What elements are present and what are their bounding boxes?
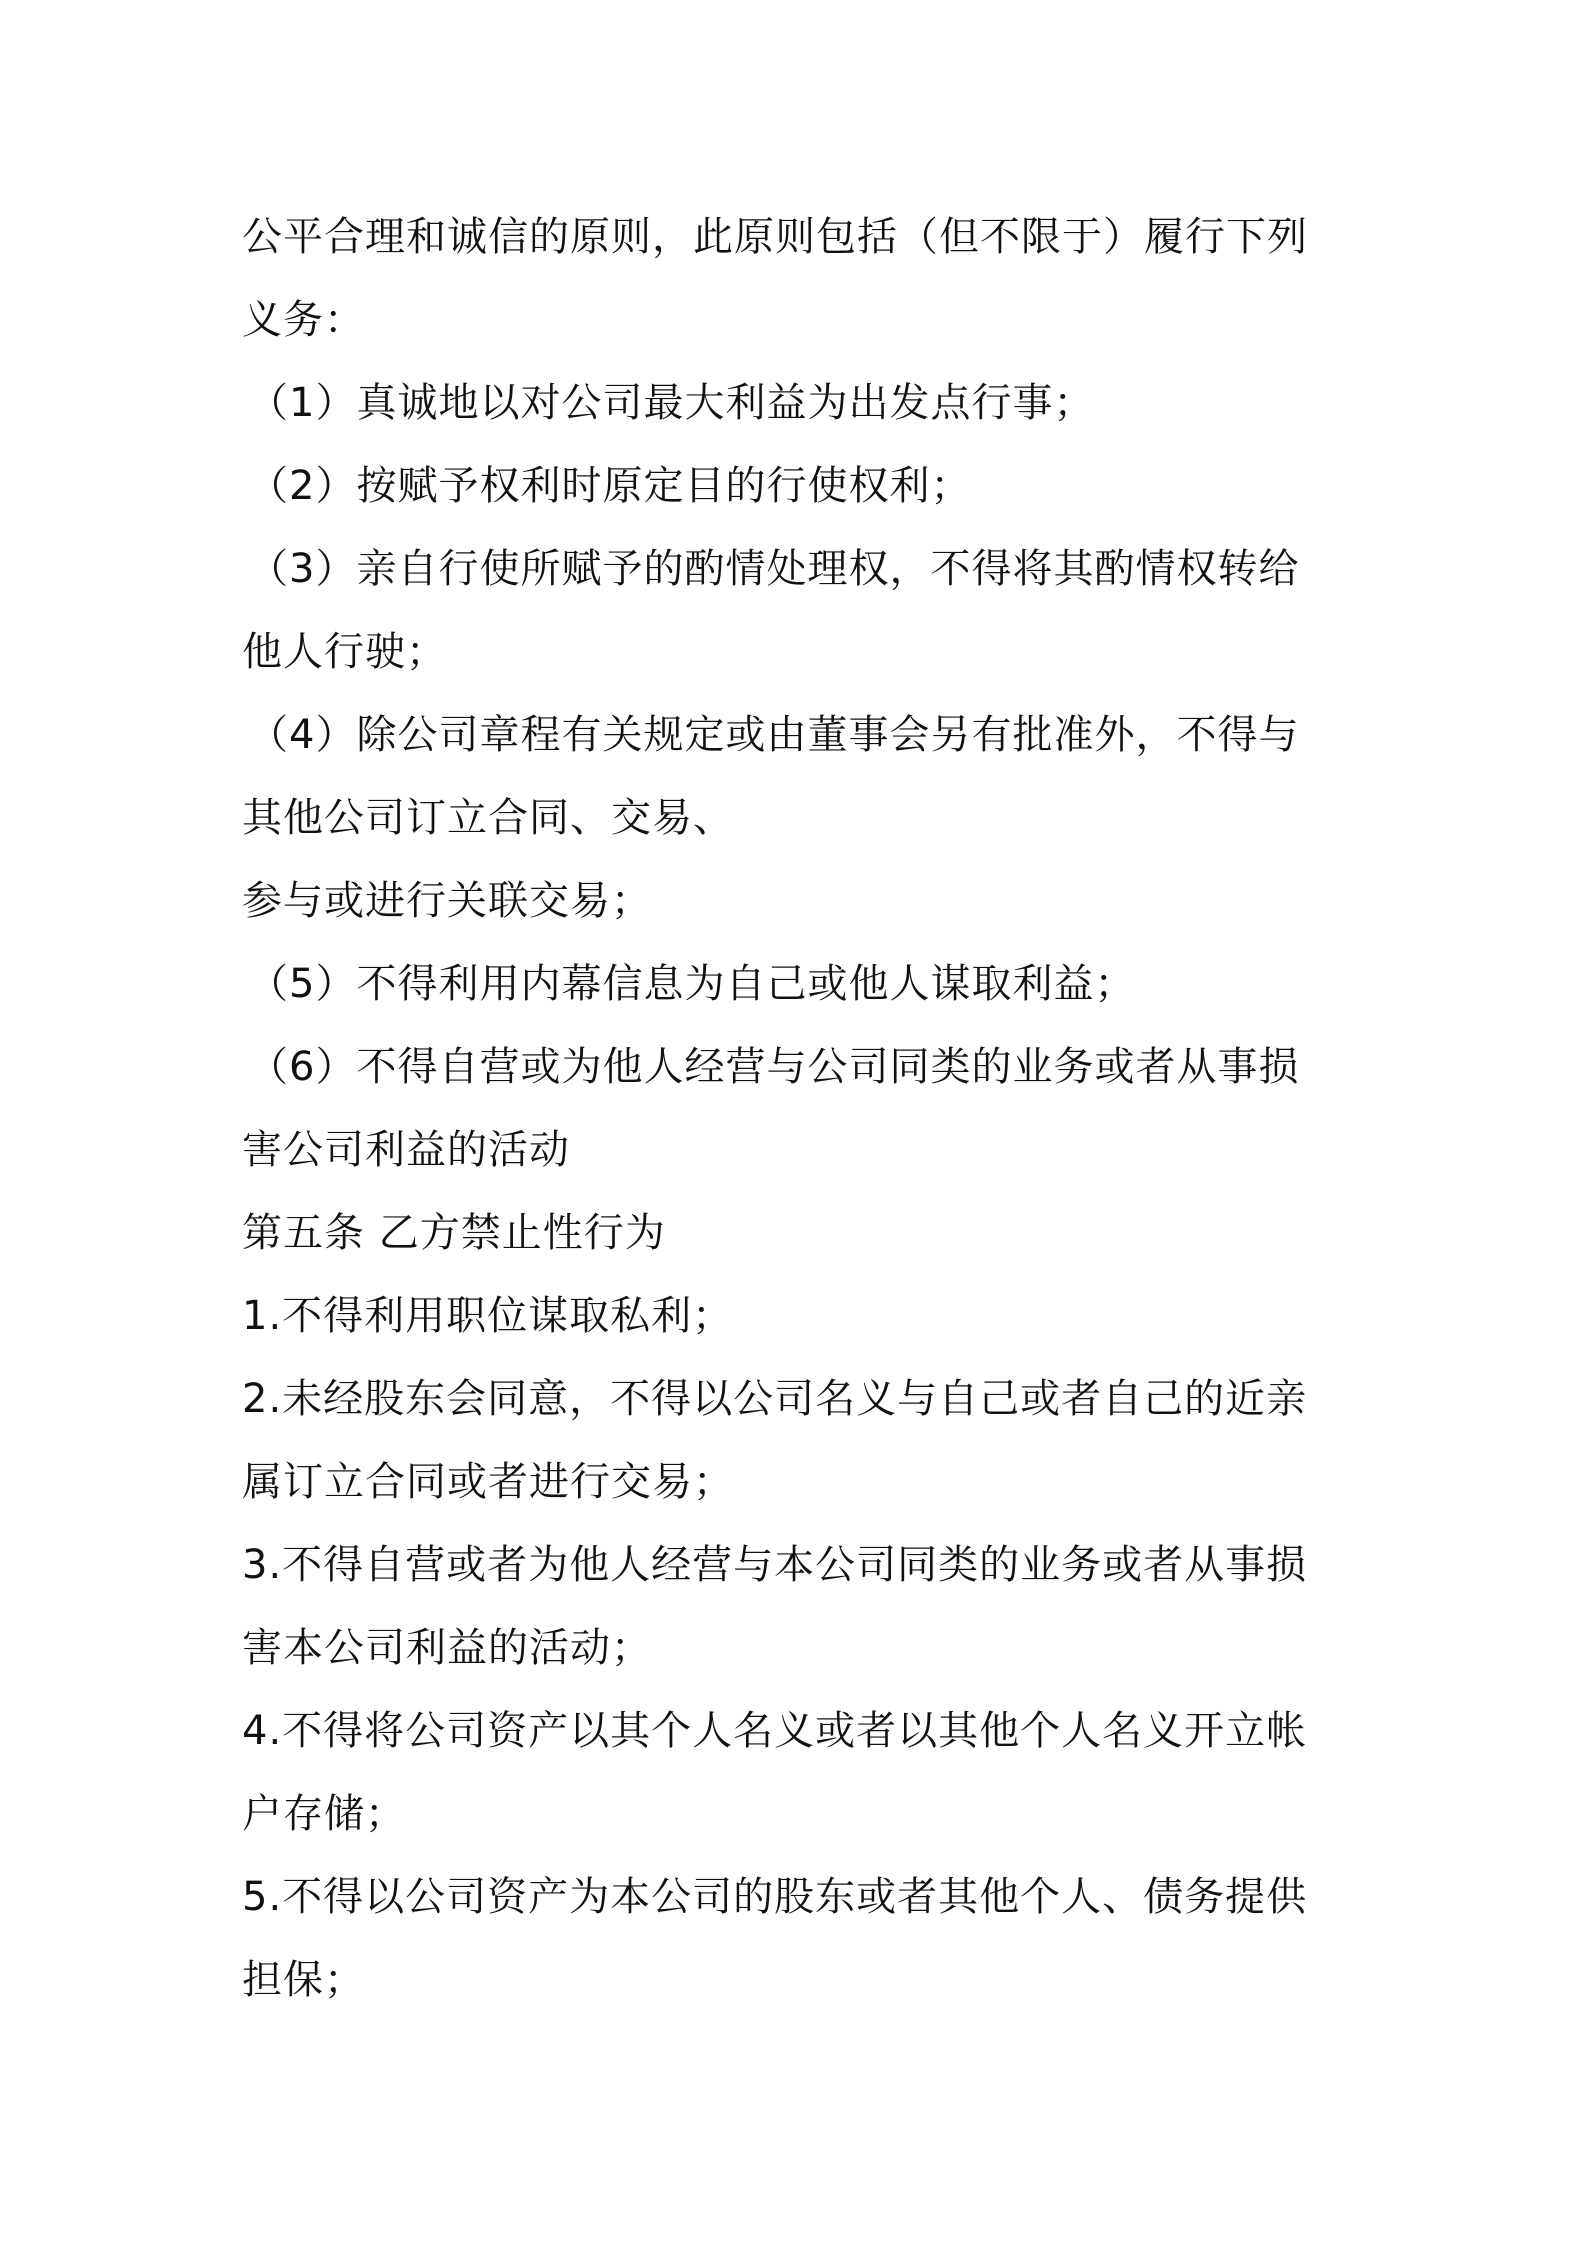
obligation-item-1: （1）真诚地以对公司最大利益为出发点行事；: [248, 380, 1095, 426]
prohibition-item-2-continued: 属订立合同或者进行交易；: [242, 1459, 734, 1505]
prohibition-item-5: 5.不得以公司资产为本公司的股东或者其他个人、债务提供: [242, 1874, 1308, 1920]
obligation-item-6: （6）不得自营或为他人经营与公司同类的业务或者从事损: [248, 1044, 1300, 1090]
prohibition-item-4: 4.不得将公司资产以其个人名义或者以其他个人名义开立帐: [242, 1708, 1308, 1754]
prohibition-item-3: 3.不得自营或者为他人经营与本公司同类的业务或者从事损: [242, 1542, 1308, 1588]
prohibition-item-4-continued: 户存储；: [242, 1791, 406, 1837]
prohibition-item-1: 1.不得利用职位谋取私利；: [242, 1293, 734, 1339]
obligation-item-6-continued: 害公司利益的活动: [242, 1127, 570, 1173]
obligation-item-3: （3）亲自行使所赋予的酌情处理权，不得将其酌情权转给: [248, 546, 1300, 592]
prohibition-item-5-continued: 担保；: [242, 1957, 365, 2003]
obligation-item-3-continued: 他人行驶；: [242, 629, 447, 675]
paragraph-line-2: 义务：: [242, 297, 365, 343]
document-body: [242, 196, 1352, 2022]
obligation-item-4-continued-1: 其他公司订立合同、交易、: [242, 795, 734, 841]
section-heading: 第五条 乙方禁止性行为: [242, 1210, 666, 1256]
obligation-item-5: （5）不得利用内幕信息为自己或他人谋取利益；: [248, 961, 1136, 1007]
paragraph-line-1: 公平合理和诚信的原则，此原则包括（但不限于）履行下列: [242, 214, 1308, 260]
obligation-item-2: （2）按赋予权利时原定目的行使权利；: [248, 463, 972, 509]
obligation-item-4-continued-2: 参与或进行关联交易；: [242, 878, 652, 924]
prohibition-item-3-continued: 害本公司利益的活动；: [242, 1625, 652, 1671]
obligation-item-4: （4）除公司章程有关规定或由董事会另有批准外，不得与: [248, 712, 1300, 758]
prohibition-item-2: 2.未经股东会同意，不得以公司名义与自己或者自己的近亲: [242, 1376, 1308, 1422]
